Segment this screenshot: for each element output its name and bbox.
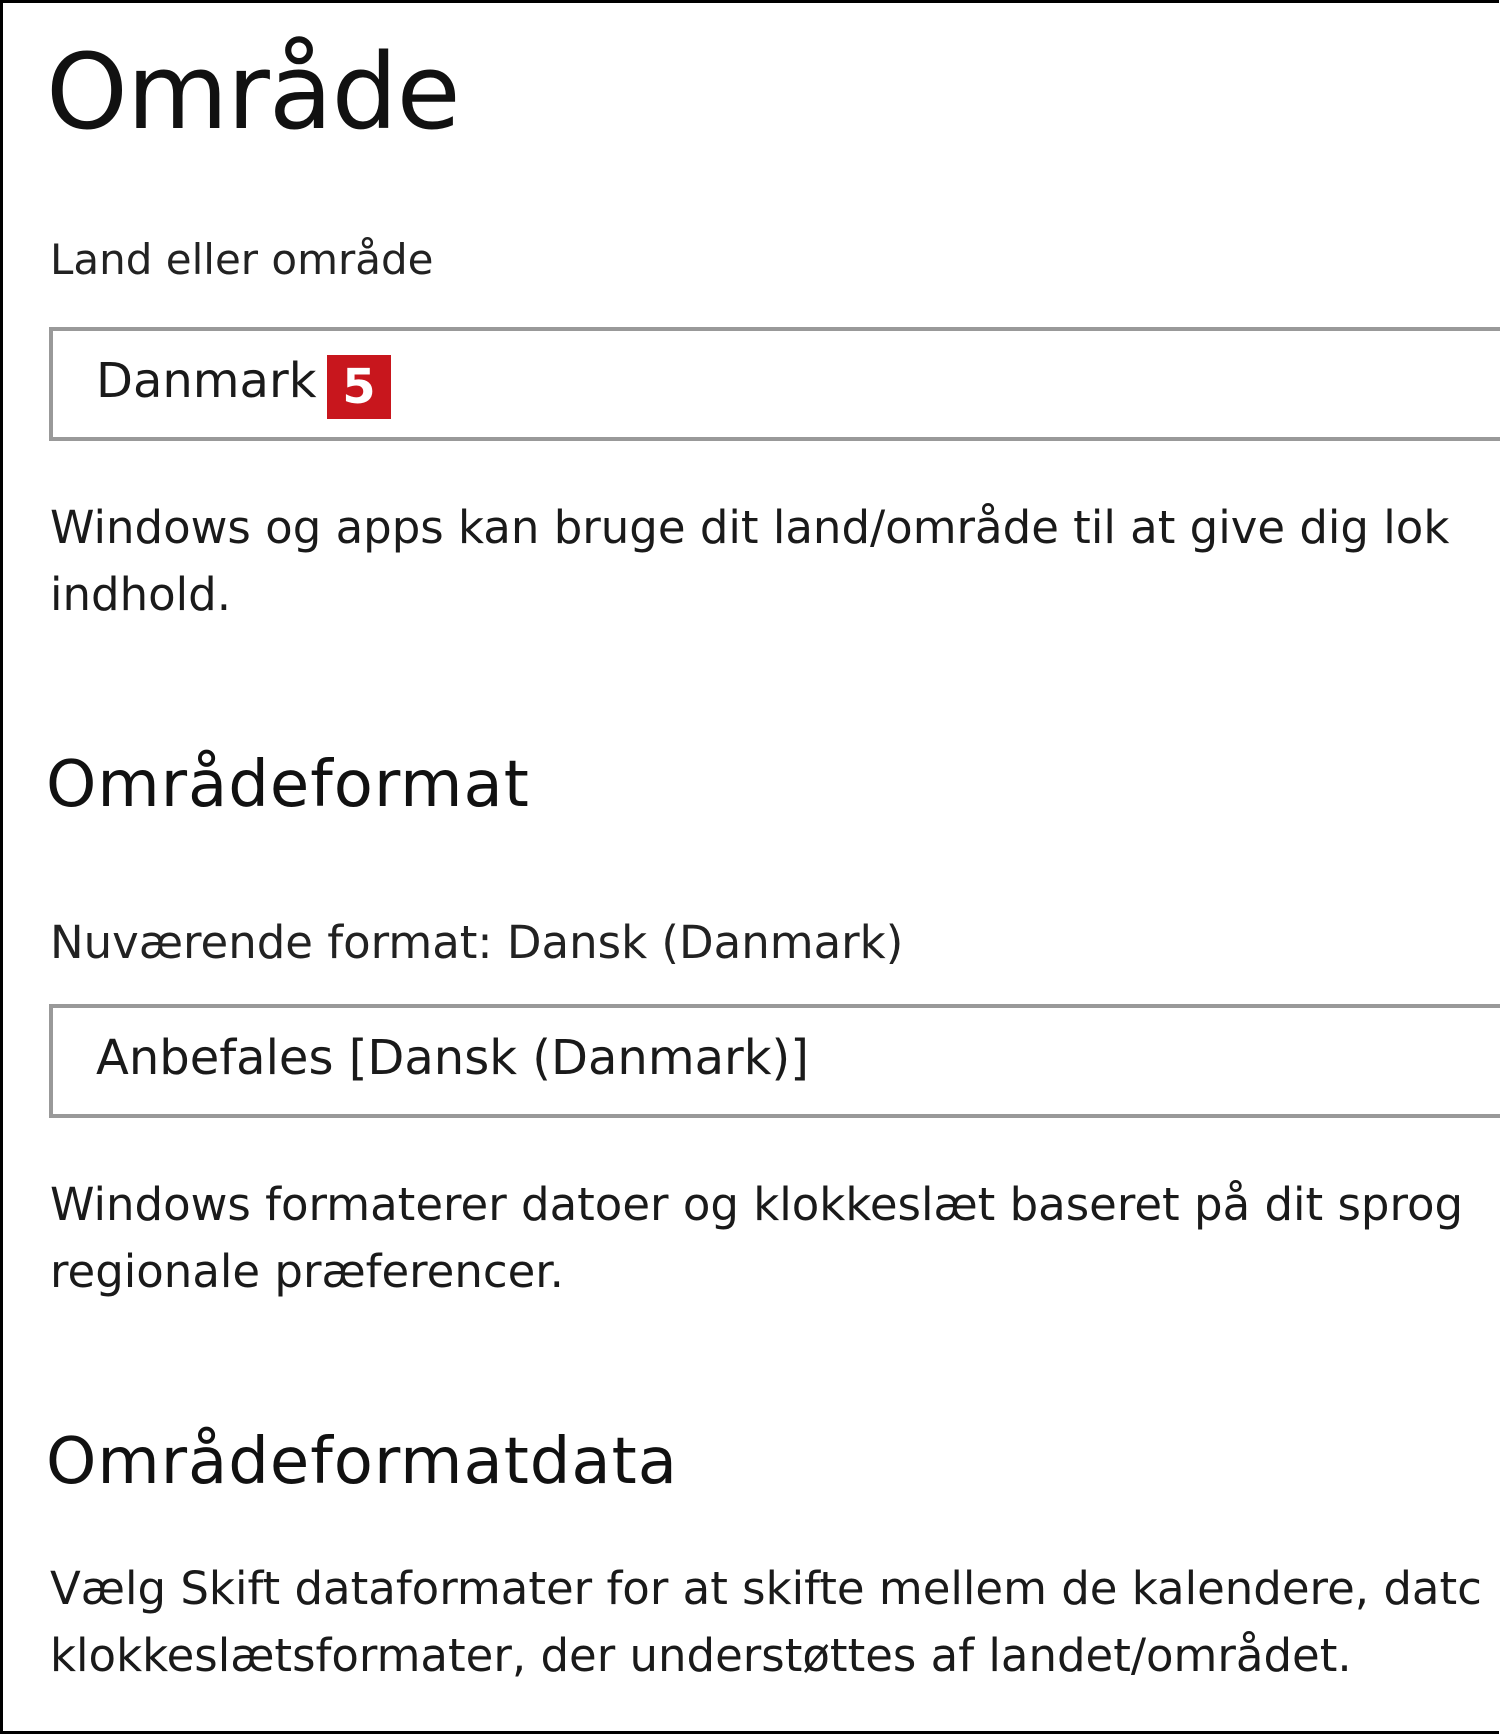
- country-description: [50, 494, 1500, 628]
- country-label: Land eller område: [50, 235, 434, 284]
- country-description-line2: indhold.: [50, 568, 232, 621]
- region-format-select[interactable]: [49, 1004, 1500, 1118]
- region-format-select-value: Anbefales [Dansk (Danmark)]: [96, 1030, 809, 1086]
- format-description: [50, 1171, 1500, 1305]
- format-description-line2: regionale præferencer.: [50, 1245, 564, 1298]
- current-format-label: Nuværende format: Dansk (Danmark): [50, 916, 904, 969]
- region-format-heading: Områdeformat: [46, 748, 530, 822]
- country-select[interactable]: [49, 327, 1500, 441]
- country-description-line1: Windows og apps kan bruge dit land/område til at give dig lok: [50, 501, 1450, 554]
- region-format-data-heading: Områdeformatdata: [46, 1425, 678, 1499]
- callout-badge: 5: [327, 355, 391, 419]
- format-description-line1: Windows formaterer datoer og klokkeslæt baseret på dit sprog: [50, 1178, 1464, 1231]
- format-data-description-line2: klokkeslætsformater, der understøttes af landet/området.: [50, 1629, 1352, 1682]
- format-data-description-line1: Vælg Skift dataformater for at skifte mellem de kalendere, datc: [50, 1562, 1482, 1615]
- format-data-description: [50, 1555, 1500, 1689]
- page-title: Område: [46, 31, 460, 153]
- country-select-value: Danmark: [96, 353, 317, 409]
